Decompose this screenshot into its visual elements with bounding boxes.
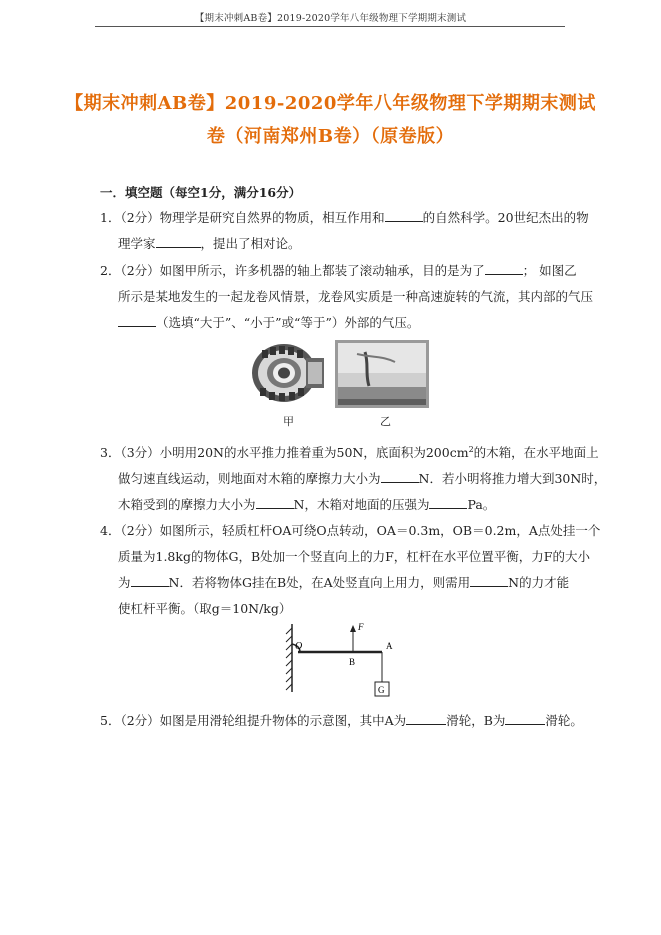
- q4-line-2: 质量为1.8kg的物体G，B处加一个竖直向上的力F，杠杆在水平位置平衡，力F的大小: [118, 549, 590, 564]
- header-rule: [95, 26, 565, 27]
- q1-blank-2: [156, 235, 201, 248]
- q3-text-g: Pa。: [467, 497, 496, 512]
- q3-blank-3: [429, 496, 467, 509]
- q2-blank-1: [485, 262, 523, 275]
- q3-line-1: [100, 443, 599, 461]
- q1-text-b: 的自然科学。20世纪杰出的物: [422, 210, 589, 225]
- document-title-line-2: 卷（河南郑州B卷）（原卷版）: [206, 126, 455, 147]
- q5-blank-2: [505, 712, 545, 725]
- page-header: 【期末冲刺AB卷】2019-2020学年八年级物理下学期期末测试: [194, 13, 467, 24]
- q5-text-a: 5．（2分）如图是用滑轮组提升物体的示意图，其中A为: [100, 713, 407, 728]
- q2-line-3: [118, 313, 419, 331]
- q1-line-1: [100, 208, 589, 226]
- q3-superscript: 2: [468, 444, 474, 454]
- q3-text-f: N，木箱对地面的压强为: [293, 497, 430, 512]
- section-heading: 一．填空题（每空1分，满分16分）: [100, 185, 302, 200]
- label-a: A: [386, 641, 393, 651]
- q4-line-4: 使杠杆平衡。（取g＝10N/kg）: [118, 601, 292, 616]
- q2-blank-2: [118, 314, 156, 327]
- q4-blank-1: [131, 574, 169, 587]
- q2-text-a: 2．（2分）如图甲所示，许多机器的轴上都装了滚动轴承，目的是为了: [100, 263, 485, 278]
- q3-text-a: 3．（3分）小明用20N的水平推力推着重为50N，底面积为200cm: [100, 445, 469, 460]
- figure-label-a: 甲: [283, 415, 294, 428]
- q5-text-c: 滑轮。: [545, 713, 583, 728]
- q3-line-3: [118, 495, 495, 513]
- label-o: O: [295, 641, 303, 652]
- q5-blank-1: [406, 712, 446, 725]
- figure-label-b: 乙: [380, 415, 391, 428]
- q4-line-1: 4．（2分）如图所示，轻质杠杆OA可绕O点转动，OA＝0.3m，OB＝0.2m，A点处挂一个: [100, 523, 601, 538]
- label-b: B: [349, 657, 356, 667]
- q1-text-a: 1．（2分）物理学是研究自然界的物质，相互作用和: [100, 210, 385, 225]
- q4-text-a: 为: [118, 575, 131, 590]
- q5-line-1: [100, 711, 583, 729]
- q2-line-1: [100, 261, 577, 279]
- lever-figure: [282, 620, 400, 702]
- q3-text-d: N．若小明将推力增大到30N时，: [418, 471, 607, 486]
- label-f: F: [358, 622, 364, 632]
- q3-text-c: 做匀速直线运动，则地面对木箱的摩擦力大小为: [118, 471, 381, 486]
- label-g: G: [378, 685, 385, 695]
- q3-line-2: [118, 469, 606, 487]
- q1-line-2: [118, 234, 301, 252]
- q3-blank-2: [256, 496, 294, 509]
- q5-text-b: 滑轮，B为: [446, 713, 506, 728]
- force-arrow-head: [350, 625, 356, 632]
- q4-text-b: N．若将物体G挂在B处，在A处竖直向上用力，则需用: [168, 575, 471, 590]
- q3-text-b: 的木箱，在水平地面上: [473, 445, 599, 460]
- q3-text-e: 木箱受到的摩擦力大小为: [118, 497, 256, 512]
- q4-line-3: [118, 573, 569, 591]
- q3-blank-1: [381, 470, 419, 483]
- q1-text-d: ，提出了相对论。: [200, 236, 301, 251]
- q4-text-c: N的力才能: [508, 575, 570, 590]
- q2-line-2: 所示是某地发生的一起龙卷风情景，龙卷风实质是一种高速旋转的气流，其内部的气压: [118, 289, 594, 304]
- tornado-figure: [335, 340, 429, 408]
- q1-blank-1: [385, 209, 423, 222]
- q4-blank-2: [470, 574, 508, 587]
- q2-text-b: ； 如图乙: [522, 263, 577, 278]
- document-title-line-1: 【期末冲刺AB卷】2019-2020学年八年级物理下学期期末测试: [65, 93, 596, 114]
- q2-text-c: （选填“大于”、“小于”或“等于”）外部的气压。: [156, 315, 420, 330]
- bearing-figure: [248, 340, 326, 406]
- q1-text-c: 理学家: [118, 236, 156, 251]
